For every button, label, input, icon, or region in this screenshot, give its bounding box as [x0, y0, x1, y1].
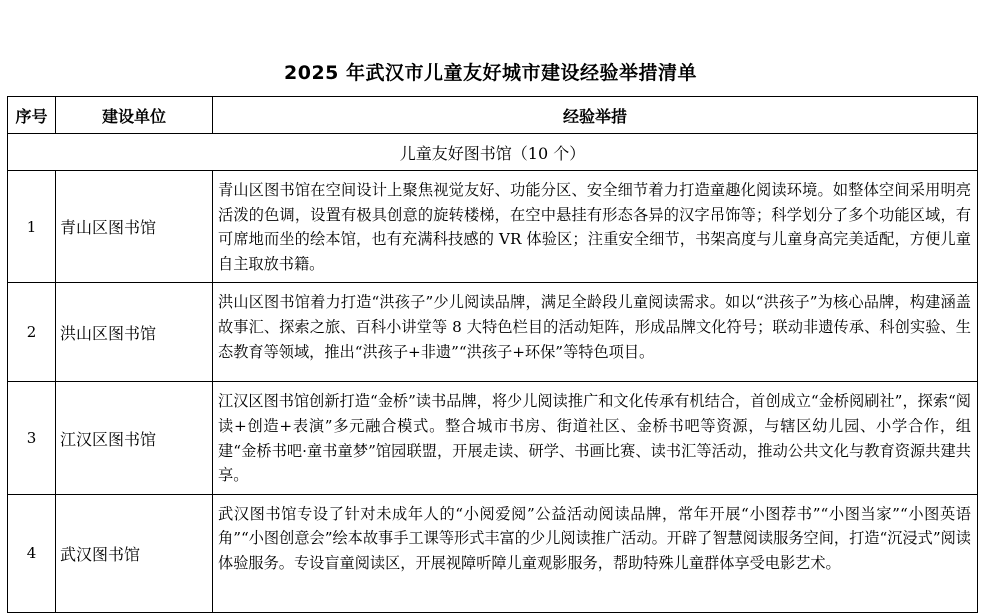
row-unit: 江汉区图书馆 [56, 382, 213, 494]
table-row [8, 494, 978, 612]
table-row [8, 382, 978, 494]
row-desc: 洪山区图书馆着力打造“洪孩子”少儿阅读品牌，满足全龄段儿童阅读需求。如以“洪孩子”为核心品牌，构建涵盖故事汇、探索之旅、百科小讲堂等 8 大特色栏目的活动矩阵，形成品牌文化符号；联动非遗传承、科创实验、生态教育等领域，推出“洪孩子+非遗”“洪孩子+环保”等特色项目。 [213, 283, 978, 382]
row-index: 1 [8, 171, 56, 283]
row-desc: 武汉图书馆专设了针对未成年人的“小阅爱阅”公益活动阅读品牌，常年开展“小图荐书”“小图当家”“小图英语角”“小图创意会”绘本故事手工课等形式丰富的少儿阅读推广活动。开辟了智慧阅读服务空间，打造“沉浸式”阅读体验服务。专设盲童阅读区，开展视障听障儿童观影服务，帮助特殊儿童群体享受电影艺术。 [213, 494, 978, 612]
row-desc: 青山区图书馆在空间设计上聚焦视觉友好、功能分区、安全细节着力打造童趣化阅读环境。如整体空间采用明亮活泼的色调，设置有极具创意的旋转楼梯，在空中悬挂有形态各异的汉字吊饰等；科学划分了多个功能区域，有可席地而坐的绘本馆，也有充满科技感的 VR 体验区；注重安全细节，书架高度与儿童身高完美适配，方便儿童自主取放书籍。 [213, 171, 978, 283]
row-unit: 洪山区图书馆 [56, 283, 213, 382]
row-index: 4 [8, 494, 56, 612]
row-index: 3 [8, 382, 56, 494]
header-measures: 经验举措 [213, 97, 978, 134]
section-row [8, 134, 978, 171]
section-title: 儿童友好图书馆（10 个） [8, 134, 978, 171]
row-unit: 青山区图书馆 [56, 171, 213, 283]
measures-table [7, 96, 978, 613]
row-desc: 江汉区图书馆创新打造“金桥”读书品牌，将少儿阅读推广和文化传承有机结合，首创成立“金桥阅刷社”，探索“阅读+创造+表演”多元融合模式。整合城市书房、街道社区、金桥书吧等资源，与辖区幼儿园、小学合作，组建“金桥书吧·童书童梦”馆园联盟，开展走读、研学、书画比赛、读书汇等活动，推动公共文化与教育资源共建共享。 [213, 382, 978, 494]
row-index: 2 [8, 283, 56, 382]
table-row [8, 283, 978, 382]
header-unit: 建设单位 [56, 97, 213, 134]
header-index: 序号 [8, 97, 56, 134]
table-row [8, 171, 978, 283]
row-unit: 武汉图书馆 [56, 494, 213, 612]
table-header-row [8, 97, 978, 134]
page-title: 2025 年武汉市儿童友好城市建设经验举措清单 [284, 62, 697, 84]
